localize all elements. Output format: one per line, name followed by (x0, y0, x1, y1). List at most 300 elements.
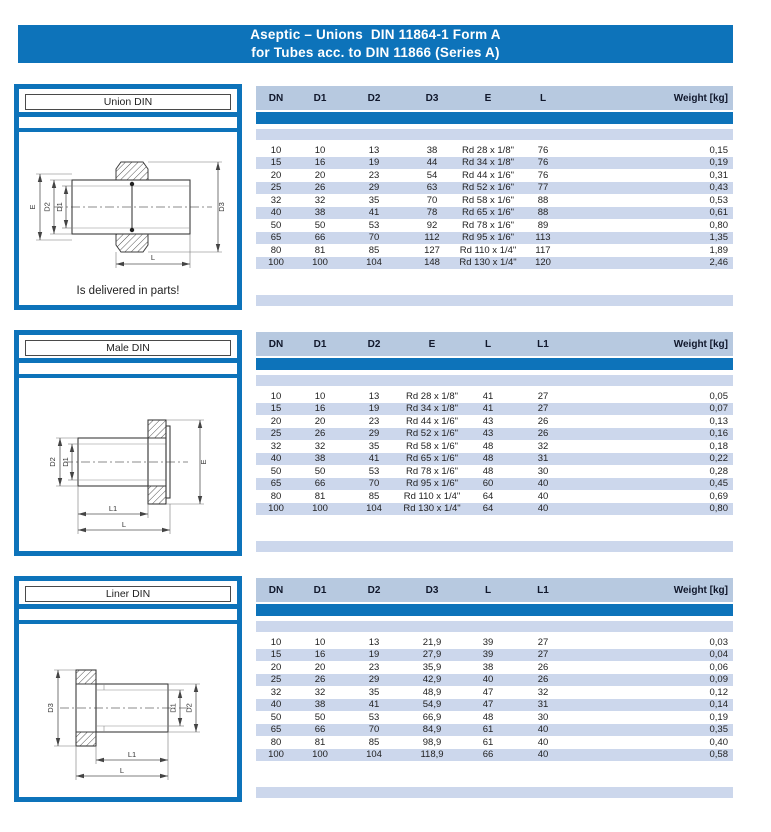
table-cell: 32 (314, 686, 326, 698)
bottom-strip (256, 787, 733, 798)
table-row (256, 674, 733, 687)
table-cell: Rd 28 x 1/8" (406, 390, 458, 402)
dim-label-d2: D2 (48, 456, 57, 467)
male-table (256, 332, 733, 552)
column-header: L1 (537, 338, 549, 350)
cell-weight: 0,12 (709, 686, 728, 698)
table-cell: 26 (537, 674, 549, 686)
table-cell: 26 (314, 182, 326, 194)
table-cell: 38 (314, 699, 326, 711)
table-cell: 40 (537, 478, 549, 490)
table-cell: 65 (270, 232, 282, 244)
table-cell: 85 (368, 244, 380, 256)
table-row (256, 182, 733, 195)
cell-weight: 1,89 (709, 244, 728, 256)
table-row (256, 440, 733, 453)
table-cell: Rd 34 x 1/8" (406, 403, 458, 415)
table-cell: Rd 44 x 1/6" (406, 415, 458, 427)
table-cell: 66 (314, 232, 326, 244)
table-cell: 118,9 (420, 749, 444, 761)
dim-label-l1: L1 (127, 749, 137, 759)
column-header: D2 (367, 338, 381, 350)
table-cell: 30 (537, 465, 549, 477)
table-cell: 100 (268, 503, 284, 515)
table-cell: 20 (314, 415, 326, 427)
table-cell: 50 (314, 219, 326, 231)
table-cell: 38 (426, 144, 438, 156)
table-cell: 50 (270, 711, 282, 723)
drawing-panel-liner (14, 576, 242, 802)
panel-subtitle-strip (19, 117, 237, 128)
panel-subtitle-strip (19, 363, 237, 374)
table-cell: 38 (482, 661, 494, 673)
liner-table (256, 578, 733, 798)
table-cell: 25 (270, 182, 282, 194)
table-cell: 100 (268, 749, 284, 761)
table-cell: Rd 65 x 1/6" (462, 207, 514, 219)
table-row (256, 636, 733, 649)
table-cell: 16 (314, 403, 326, 415)
table-cell: 66 (314, 724, 326, 736)
table-cell: 112 (424, 232, 440, 244)
table-cell: 100 (312, 503, 328, 515)
table-cell: 61 (482, 724, 494, 736)
table-cell: 53 (368, 219, 380, 231)
table-cell: Rd 95 x 1/6" (462, 232, 514, 244)
table-cell: 41 (482, 390, 494, 402)
table-row (256, 699, 733, 712)
table-cell: 47 (482, 686, 494, 698)
column-header: D3 (425, 92, 439, 104)
table-cell: 66 (482, 749, 494, 761)
table-cell: 80 (270, 244, 282, 256)
union-table (256, 86, 733, 306)
liner-technical-drawing (20, 640, 236, 782)
table-cell: 26 (537, 415, 549, 427)
table-cell: 27,9 (422, 649, 442, 661)
table-cell: 29 (368, 428, 380, 440)
table-cell: 15 (270, 157, 282, 169)
dim-label-d2: D2 (42, 202, 52, 212)
cell-weight: 0,13 (709, 415, 728, 427)
table-cell: 53 (368, 711, 380, 723)
table-divider-band (256, 604, 733, 616)
dim-label-d1: D1 (61, 456, 70, 467)
section-male (14, 330, 733, 558)
table-cell: 66,9 (422, 711, 442, 723)
table-cell: 21,9 (422, 636, 442, 648)
table-cell: 44 (426, 157, 438, 169)
table-cell: 40 (537, 724, 549, 736)
table-cell: 35 (368, 194, 380, 206)
table-cell: 15 (270, 403, 282, 415)
table-cell: 66 (314, 478, 326, 490)
cell-weight: 0,04 (709, 649, 728, 661)
union-technical-drawing (20, 140, 236, 282)
dim-label-l: L (121, 519, 127, 529)
dim-label-d1: D1 (55, 202, 64, 212)
table-row (256, 244, 733, 257)
cell-weight: 0,58 (709, 749, 728, 761)
table-cell: Rd 52 x 1/6" (462, 182, 514, 194)
table-cell: 48 (482, 453, 494, 465)
table-cell: 40 (270, 453, 282, 465)
cell-weight: 1,35 (709, 232, 728, 244)
table-cell: 40 (537, 736, 549, 748)
section-union (14, 84, 733, 312)
table-row (256, 144, 733, 157)
table-cell: 80 (270, 490, 282, 502)
table-cell: 26 (314, 674, 326, 686)
table-cell: 81 (314, 490, 326, 502)
table-divider-band (256, 112, 733, 124)
table-cell: 104 (366, 749, 382, 761)
table-cell: 40 (537, 749, 549, 761)
table-cell: 98,9 (422, 736, 442, 748)
table-cell: 61 (482, 736, 494, 748)
table-cell: 16 (314, 649, 326, 661)
table-cell: 10 (270, 636, 282, 648)
cell-weight: 0,40 (709, 736, 728, 748)
table-cell: 19 (368, 157, 380, 169)
table-cell: 13 (368, 636, 380, 648)
column-header: DN (268, 338, 284, 350)
table-cell: 48,9 (422, 686, 442, 698)
table-cell: 29 (368, 182, 380, 194)
column-header: D1 (313, 92, 327, 104)
dim-label-d3: D3 (46, 702, 55, 713)
table-cell: 27 (537, 636, 549, 648)
table-cell: 27 (537, 403, 549, 415)
table-cell: 19 (368, 649, 380, 661)
table-cell: 148 (424, 257, 440, 269)
table-row (256, 724, 733, 737)
table-cell: 20 (270, 661, 282, 673)
cell-weight: 0,45 (709, 478, 728, 490)
table-cell: 35 (368, 440, 380, 452)
table-cell: 117 (535, 244, 551, 256)
table-cell: 41 (368, 207, 380, 219)
table-cell: 48 (482, 711, 494, 723)
table-cell: 104 (366, 257, 382, 269)
page-title-line2: for Tubes acc. to DIN 11866 (Series A) (251, 45, 500, 60)
table-cell: 104 (366, 503, 382, 515)
table-cell: 88 (537, 207, 549, 219)
table-cell: 10 (314, 390, 326, 402)
table-cell: Rd 110 x 1/4" (403, 490, 461, 502)
cell-weight: 0,14 (709, 699, 728, 711)
column-header: DN (268, 584, 284, 596)
table-row (256, 207, 733, 220)
table-body (256, 144, 733, 269)
table-cell: 27 (537, 649, 549, 661)
table-cell: 32 (314, 440, 326, 452)
panel-subtitle-strip (19, 609, 237, 620)
cell-weight: 0,22 (709, 453, 728, 465)
drawing-area-male (19, 378, 237, 551)
cell-weight: 0,16 (709, 428, 728, 440)
table-cell: 100 (312, 257, 328, 269)
table-cell: 76 (537, 157, 549, 169)
delivery-note: Is delivered in parts! (76, 285, 180, 297)
table-cell: 26 (537, 661, 549, 673)
table-cell: 31 (537, 453, 549, 465)
bottom-strip (256, 541, 733, 552)
table-row (256, 219, 733, 232)
table-cell: 20 (270, 415, 282, 427)
table-row (256, 157, 733, 170)
table-cell: 40 (537, 490, 549, 502)
table-cell: 100 (312, 749, 328, 761)
table-row (256, 428, 733, 441)
table-header-row (256, 332, 733, 356)
table-header-row (256, 578, 733, 602)
table-cell: 53 (368, 465, 380, 477)
table-cell: 41 (482, 403, 494, 415)
table-cell: 65 (270, 478, 282, 490)
table-cell: Rd 58 x 1/6" (406, 440, 458, 452)
table-cell: 89 (537, 219, 549, 231)
page-title-banner (18, 25, 733, 63)
cell-weight: 0,69 (709, 490, 728, 502)
table-cell: 26 (537, 428, 549, 440)
table-cell: 47 (482, 699, 494, 711)
table-row (256, 169, 733, 182)
table-cell: 54 (426, 169, 438, 181)
empty-strip (256, 621, 733, 632)
table-cell: 39 (482, 636, 494, 648)
cell-weight: 0,80 (709, 503, 728, 515)
table-cell: 23 (368, 415, 380, 427)
cell-weight: 0,18 (709, 440, 728, 452)
table-row (256, 711, 733, 724)
column-header-weight: Weight [kg] (673, 584, 728, 596)
table-cell: 32 (537, 440, 549, 452)
table-cell: 10 (270, 144, 282, 156)
table-cell: 15 (270, 649, 282, 661)
table-cell: 100 (268, 257, 284, 269)
male-technical-drawing (20, 394, 236, 536)
table-cell: 39 (482, 649, 494, 661)
drawing-area-union (19, 132, 237, 305)
cell-weight: 0,15 (709, 144, 728, 156)
table-row (256, 661, 733, 674)
table-cell: 40 (537, 503, 549, 515)
table-cell: 127 (424, 244, 440, 256)
table-cell: Rd 34 x 1/8" (462, 157, 514, 169)
table-cell: 81 (314, 736, 326, 748)
table-cell: 35,9 (422, 661, 442, 673)
table-cell: 50 (270, 465, 282, 477)
table-cell: 64 (482, 503, 494, 515)
table-cell: Rd 65 x 1/6" (406, 453, 458, 465)
table-cell: 80 (270, 736, 282, 748)
table-cell: 76 (537, 169, 549, 181)
table-cell: 32 (270, 686, 282, 698)
column-header: E (484, 92, 492, 104)
table-cell: Rd 78 x 1/6" (406, 465, 458, 477)
table-cell: 40 (482, 674, 494, 686)
table-cell: 38 (314, 207, 326, 219)
column-header: L (484, 338, 492, 350)
table-row (256, 194, 733, 207)
cell-weight: 2,46 (709, 257, 728, 269)
table-cell: 27 (537, 390, 549, 402)
column-header: E (428, 338, 436, 350)
panel-title-male: Male DIN (25, 340, 231, 356)
cell-weight: 0,06 (709, 661, 728, 673)
column-header-weight: Weight [kg] (673, 92, 728, 104)
table-cell: 42,9 (422, 674, 442, 686)
table-divider-band (256, 358, 733, 370)
table-cell: 13 (368, 144, 380, 156)
table-cell: 54,9 (422, 699, 442, 711)
table-cell: Rd 110 x 1/4" (459, 244, 517, 256)
drawing-area-liner (19, 624, 237, 797)
table-cell: 78 (426, 207, 438, 219)
table-cell: 48 (482, 465, 494, 477)
table-cell: 40 (270, 699, 282, 711)
dim-label-l1: L1 (108, 503, 118, 513)
table-cell: 10 (314, 636, 326, 648)
dim-label-l: L (150, 253, 156, 262)
dim-label-d2: D2 (184, 702, 194, 713)
table-cell: 120 (535, 257, 551, 269)
dim-label-l: L (119, 765, 125, 775)
table-cell: 70 (368, 232, 380, 244)
table-row (256, 749, 733, 762)
column-header: D2 (367, 584, 381, 596)
table-cell: 50 (270, 219, 282, 231)
table-cell: 48 (482, 440, 494, 452)
table-row (256, 686, 733, 699)
table-cell: 41 (368, 453, 380, 465)
table-cell: 84,9 (422, 724, 442, 736)
table-row (256, 403, 733, 416)
table-cell: 77 (537, 182, 549, 194)
dim-label-e: E (28, 204, 37, 210)
table-cell: 85 (368, 736, 380, 748)
table-cell: 38 (314, 453, 326, 465)
table-cell: 32 (270, 440, 282, 452)
table-cell: Rd 44 x 1/6" (462, 169, 514, 181)
table-row (256, 390, 733, 403)
table-cell: 31 (537, 699, 549, 711)
table-cell: 25 (270, 674, 282, 686)
table-cell: Rd 52 x 1/6" (406, 428, 458, 440)
cell-weight: 0,07 (709, 403, 728, 415)
column-header: D2 (367, 92, 381, 104)
table-row (256, 415, 733, 428)
page-title-line1: Aseptic – Unions DIN 11864-1 Form A (250, 27, 501, 42)
table-cell: 64 (482, 490, 494, 502)
table-cell: 50 (314, 465, 326, 477)
table-cell: 43 (482, 415, 494, 427)
cell-weight: 0,35 (709, 724, 728, 736)
section-liner (14, 576, 733, 804)
column-header: L (539, 92, 547, 104)
column-header: L (484, 584, 492, 596)
table-row (256, 478, 733, 491)
table-cell: 63 (426, 182, 438, 194)
cell-weight: 0,31 (709, 169, 728, 181)
drawing-panel-male (14, 330, 242, 556)
column-header: L1 (537, 584, 549, 596)
table-cell: 65 (270, 724, 282, 736)
cell-weight: 0,05 (709, 390, 728, 402)
table-cell: 113 (535, 232, 551, 244)
table-cell: Rd 28 x 1/8" (462, 144, 514, 156)
table-cell: 88 (537, 194, 549, 206)
cell-weight: 0,28 (709, 465, 728, 477)
table-cell: 85 (368, 490, 380, 502)
cell-weight: 0,61 (709, 207, 728, 219)
cell-weight: 0,03 (709, 636, 728, 648)
table-cell: 35 (368, 686, 380, 698)
table-cell: 20 (314, 661, 326, 673)
cell-weight: 0,43 (709, 182, 728, 194)
table-row (256, 453, 733, 466)
cell-weight: 0,80 (709, 219, 728, 231)
table-cell: 26 (314, 428, 326, 440)
table-cell: 76 (537, 144, 549, 156)
table-row (256, 503, 733, 516)
dim-label-e: E (199, 458, 208, 465)
table-cell: 25 (270, 428, 282, 440)
panel-title-liner: Liner DIN (25, 586, 231, 602)
column-header: D3 (425, 584, 439, 596)
table-cell: Rd 130 x 1/4" (403, 503, 461, 515)
table-cell: 92 (426, 219, 438, 231)
table-cell: 29 (368, 674, 380, 686)
empty-strip (256, 129, 733, 140)
empty-strip (256, 375, 733, 386)
table-cell: 50 (314, 711, 326, 723)
table-cell: 20 (270, 169, 282, 181)
dim-label-d1: D1 (168, 702, 178, 713)
cell-weight: 0,19 (709, 711, 728, 723)
table-cell: 10 (314, 144, 326, 156)
table-cell: Rd 95 x 1/6" (406, 478, 458, 490)
table-row (256, 649, 733, 662)
cell-weight: 0,19 (709, 157, 728, 169)
table-cell: 70 (368, 478, 380, 490)
table-cell: 20 (314, 169, 326, 181)
table-cell: 40 (270, 207, 282, 219)
table-body (256, 636, 733, 761)
panel-title-union: Union DIN (25, 94, 231, 110)
table-cell: 70 (426, 194, 438, 206)
cell-weight: 0,09 (709, 674, 728, 686)
table-header-row (256, 86, 733, 110)
table-body (256, 390, 733, 515)
table-cell: 43 (482, 428, 494, 440)
table-cell: 16 (314, 157, 326, 169)
table-cell: 10 (270, 390, 282, 402)
table-cell: 32 (314, 194, 326, 206)
table-cell: 32 (537, 686, 549, 698)
drawing-panel-union (14, 84, 242, 310)
dim-label-d3: D3 (217, 202, 226, 212)
table-cell: 13 (368, 390, 380, 402)
table-row (256, 490, 733, 503)
table-row (256, 736, 733, 749)
table-row (256, 232, 733, 245)
column-header: DN (268, 92, 284, 104)
table-cell: 41 (368, 699, 380, 711)
table-row (256, 257, 733, 270)
table-cell: Rd 78 x 1/6" (462, 219, 514, 231)
